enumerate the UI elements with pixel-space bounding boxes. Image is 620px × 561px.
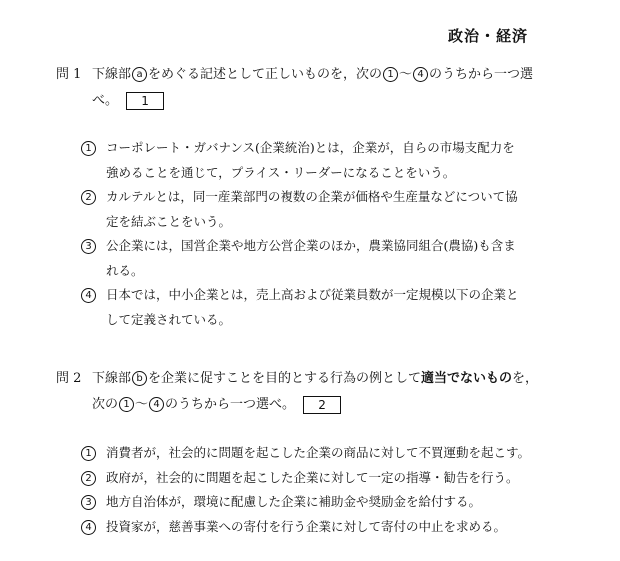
q2-choice-2[interactable] bbox=[80, 466, 566, 491]
answer-box-1[interactable]: 1 bbox=[126, 92, 164, 110]
choice-text-cont: して定義されている。 bbox=[106, 311, 232, 327]
choice-number: 1 bbox=[81, 446, 96, 461]
question-1-text bbox=[92, 62, 562, 114]
q1-text-c: のうちから一つ選 bbox=[429, 67, 534, 82]
choice-number: 1 bbox=[81, 141, 96, 156]
choice-text: 消費者が，社会的に問題を起こした企業の商品に対して不買運動を起こす。 bbox=[106, 445, 531, 460]
q1-choice-3[interactable] bbox=[80, 234, 566, 283]
question-1-line-2 bbox=[92, 88, 562, 114]
range-start-marker: 1 bbox=[383, 67, 398, 82]
underline-marker-b: b bbox=[132, 371, 147, 386]
question-1-choices bbox=[80, 136, 566, 332]
choice-text: 投資家が，慈善事業への寄付を行う企業に対して寄付の中止を求める。 bbox=[106, 518, 507, 534]
subject-heading: 政治・経済 bbox=[447, 27, 528, 45]
choice-text: 公企業には，国営企業や地方公営企業のほか，農業協同組合(農協)も含ま bbox=[106, 238, 516, 253]
q1-text-line2: べ。 bbox=[92, 93, 119, 108]
choice-text-cont: 強めることを通じて，プライス・リーダーになることをいう。 bbox=[106, 164, 456, 180]
range-start-marker: 1 bbox=[119, 397, 134, 412]
range-end-marker: 4 bbox=[149, 397, 164, 412]
choice-number: 3 bbox=[81, 239, 96, 254]
question-2-choices bbox=[80, 441, 566, 539]
question-2-line-1 bbox=[92, 366, 562, 392]
q1-text-a: 下線部 bbox=[92, 67, 132, 82]
q1-choice-2[interactable] bbox=[80, 185, 566, 234]
choice-text: 日本では，中小企業とは，売上高および従業員数が一定規模以下の企業と bbox=[106, 287, 519, 302]
q2-choice-3[interactable] bbox=[80, 490, 566, 515]
choice-number: 2 bbox=[81, 471, 96, 486]
q2-text-a: 下線部 bbox=[92, 371, 132, 386]
underline-marker-a: a bbox=[132, 67, 147, 82]
answer-box-2[interactable]: 2 bbox=[303, 396, 341, 414]
q1-text-b: をめぐる記述として正しいものを，次の bbox=[148, 67, 383, 82]
choice-text: カルテルとは，同一産業部門の複数の企業が価格や生産量などについて協 bbox=[106, 189, 518, 204]
q2-text-line2-b: のうちから一つ選べ。 bbox=[165, 397, 296, 412]
question-1-line-1 bbox=[92, 62, 562, 88]
q2-text-b: を企業に促すことを目的とする行為の例として bbox=[148, 371, 422, 386]
choice-number: 4 bbox=[81, 288, 96, 303]
question-2-text bbox=[92, 366, 562, 418]
q2-choice-4[interactable] bbox=[80, 515, 566, 540]
q1-choice-1[interactable] bbox=[80, 136, 566, 185]
range-end-marker: 4 bbox=[413, 67, 428, 82]
choice-number: 3 bbox=[81, 495, 96, 510]
choice-text: 政府が，社会的に問題を起こした企業に対して一定の指導・勧告を行う。 bbox=[106, 469, 519, 485]
choice-text-cont: れる。 bbox=[106, 262, 144, 278]
question-2-line-2 bbox=[92, 392, 562, 418]
choice-number: 2 bbox=[81, 190, 96, 205]
choice-text: コーポレート・ガバナンス(企業統治)とは，企業が，自らの市場支配力を bbox=[106, 140, 515, 155]
choice-text-cont: 定を結ぶことをいう。 bbox=[106, 213, 232, 229]
q2-emphasis: 適当でないもの bbox=[421, 371, 513, 386]
question-2-label: 問 2 bbox=[56, 371, 82, 386]
q2-text-line2-a: 次の bbox=[92, 397, 119, 412]
q2-text-c: を， bbox=[512, 371, 539, 386]
q1-choice-4[interactable] bbox=[80, 283, 566, 332]
range-separator: ～ bbox=[135, 397, 149, 412]
choice-number: 4 bbox=[81, 520, 96, 535]
range-separator: ～ bbox=[399, 67, 413, 82]
choice-text: 地方自治体が，環境に配慮した企業に補助金や奨励金を給付する。 bbox=[106, 494, 482, 509]
question-1-label: 問 1 bbox=[56, 67, 82, 82]
q2-choice-1[interactable] bbox=[80, 441, 566, 466]
